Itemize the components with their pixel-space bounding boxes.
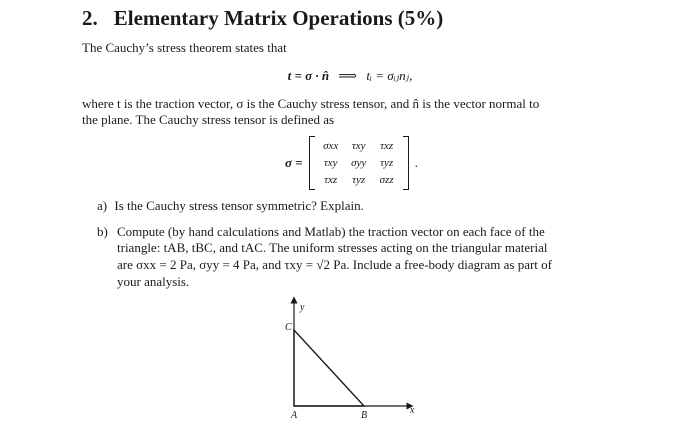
tensor-cell: τxy [351,139,366,152]
tensor-grid [315,138,403,189]
equation-lhs: t = σ · n̂ [287,68,330,83]
tensor-cell: σyy [351,156,367,169]
triangle-shape [294,330,364,406]
question-b-line-4: your analysis. [117,274,190,289]
tensor-cell: σxx [323,139,339,152]
section-number: 2. [82,6,98,30]
cauchy-equation [0,68,700,84]
where-line-1: where t is the traction vector, σ is the Cauchy stress tensor, and n̂ is the vector normal to [82,96,540,111]
right-bracket [403,136,409,190]
point-b-label: B [361,410,368,421]
question-a-label: a) [97,198,108,213]
tensor-cell: τyz [380,156,394,169]
section-title: Elementary Matrix Operations (5%) [113,6,444,30]
question-b-line-1: Compute (by hand calculations and Matlab) the traction vector on each face of the [117,224,545,239]
tensor-period: . [414,155,418,170]
y-axis-label: y [300,302,305,313]
point-c-label: C [285,322,292,333]
section-heading [82,6,443,31]
question-a-text: Is the Cauchy stress tensor symmetric? Explain. [114,198,364,213]
question-a [97,198,364,214]
equation-rhs: tᵢ = σᵢⱼnⱼ, [366,68,413,83]
tensor-cell: σzz [379,173,394,186]
question-b-line-3: are σxx = 2 Pa, σyy = 4 Pa, and τxy = √2 Pa. Include a free-body diagram as part of [117,257,552,272]
point-a-label: A [291,410,298,421]
tensor-lhs: σ = [285,155,303,170]
stress-tensor-matrix [285,136,418,190]
question-b-label: b) [97,224,108,239]
where-line-2: the plane. The Cauchy stress tensor is defined as [82,112,335,127]
intro-text: The Cauchy’s stress theorem states that [82,40,287,55]
implies-arrow: ⟹ [338,68,358,83]
tensor-cell: τxz [324,173,338,186]
tensor-cell: τxz [380,139,394,152]
question-b-line-2: triangle: tAB, tBC, and tAC. The uniform stresses acting on the triangular material [117,240,548,255]
x-axis-label: x [410,405,415,416]
tensor-cell: τyz [352,173,366,186]
tensor-cell: τxy [323,156,338,169]
